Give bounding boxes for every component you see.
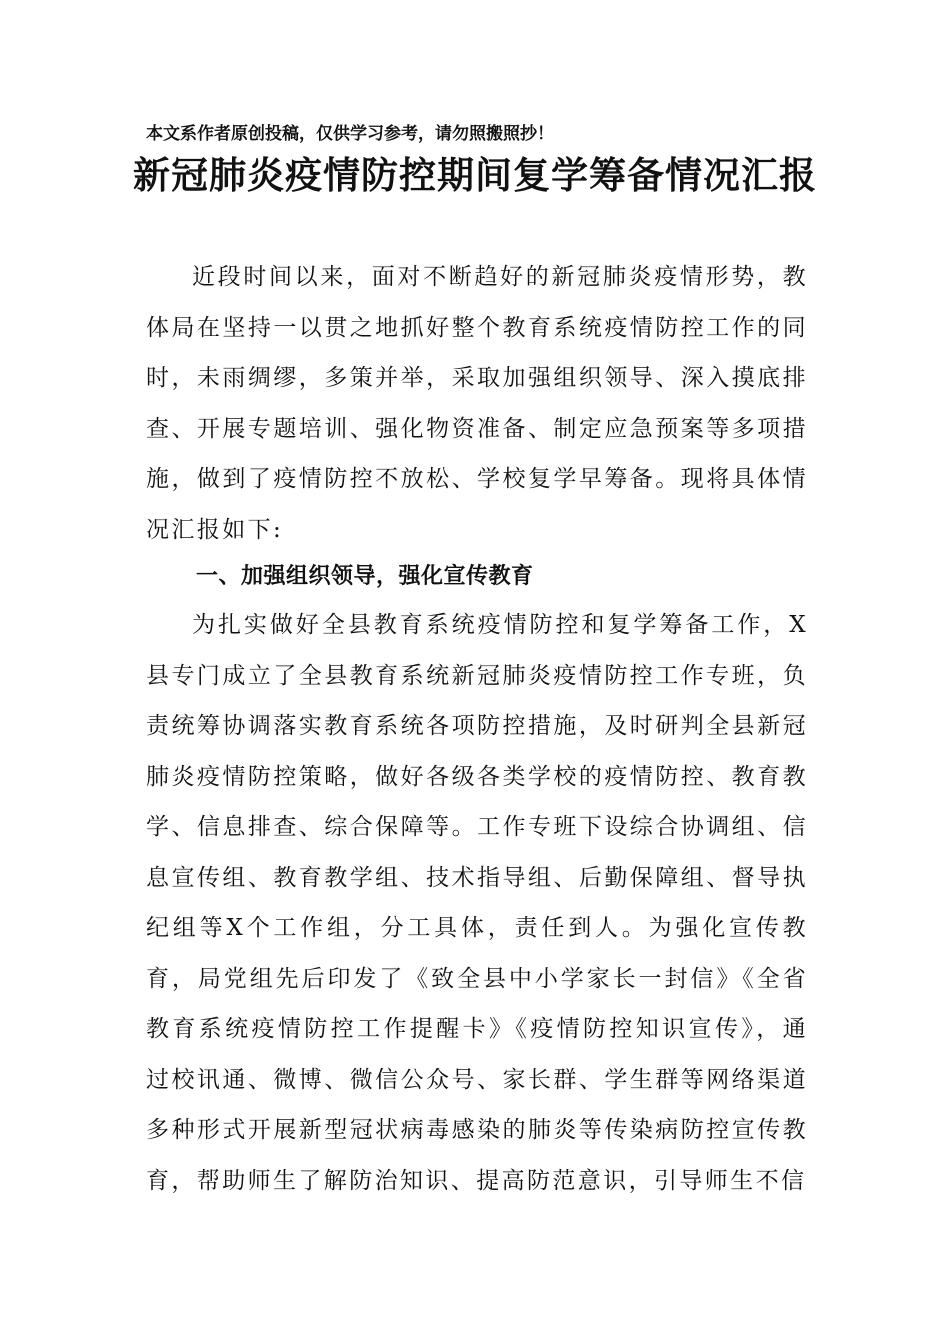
intro-paragraph: 近段时间以来，面对不断趋好的新冠肺炎疫情形势，教体局在坚持一以贯之地抓好整个教育系统疫情防控工作的同时，未雨绸缪，多策并举，采取加强组织领导、深入摸底排查、开展专题培训、强化物资准备、制定应急预案等多项措施，做到了疫情防控不放松、学校复学早筹备。现将具体情况汇报如下: bbox=[146, 264, 808, 543]
section-heading: 一、加强组织领导，强化宣传教育 bbox=[196, 564, 534, 589]
copyright-notice: 本文系作者原创投稿，仅供学习参考，请勿照搬照抄！ bbox=[146, 124, 554, 144]
document-title: 新冠肺炎疫情防控期间复学筹备情况汇报 bbox=[133, 153, 817, 197]
section-paragraph: 为扎实做好全县教育系统疫情防控和复学筹备工作，X县专门成立了全县教育系统新冠肺炎疫情防控工作专班，负责统筹协调落实教育系统各项防控措施，及时研判全县新冠肺炎疫情防控策略，做好各级各类学校的疫情防控、教育教学、信息排查、综合保障等。工作专班下设综合协调组、信息宣传组、教育教学组、技术指导组、后勤保障组、督导执纪组等X个工作组，分工具体，责任到人。为强化宣传教育，局党组先后印发了《致全县中小学家长一封信》《全省教育系统疫情防控工作提醒卡》《疫情防控知识宣传》，通过校讯通、微博、微信公众号、家长群、学生群等网络渠道多种形式开展新型冠状病毒感染的肺炎等传染病防控宣传教育，帮助师生了解防治知识、提高防范意识，引导师生不信 bbox=[146, 612, 808, 1194]
